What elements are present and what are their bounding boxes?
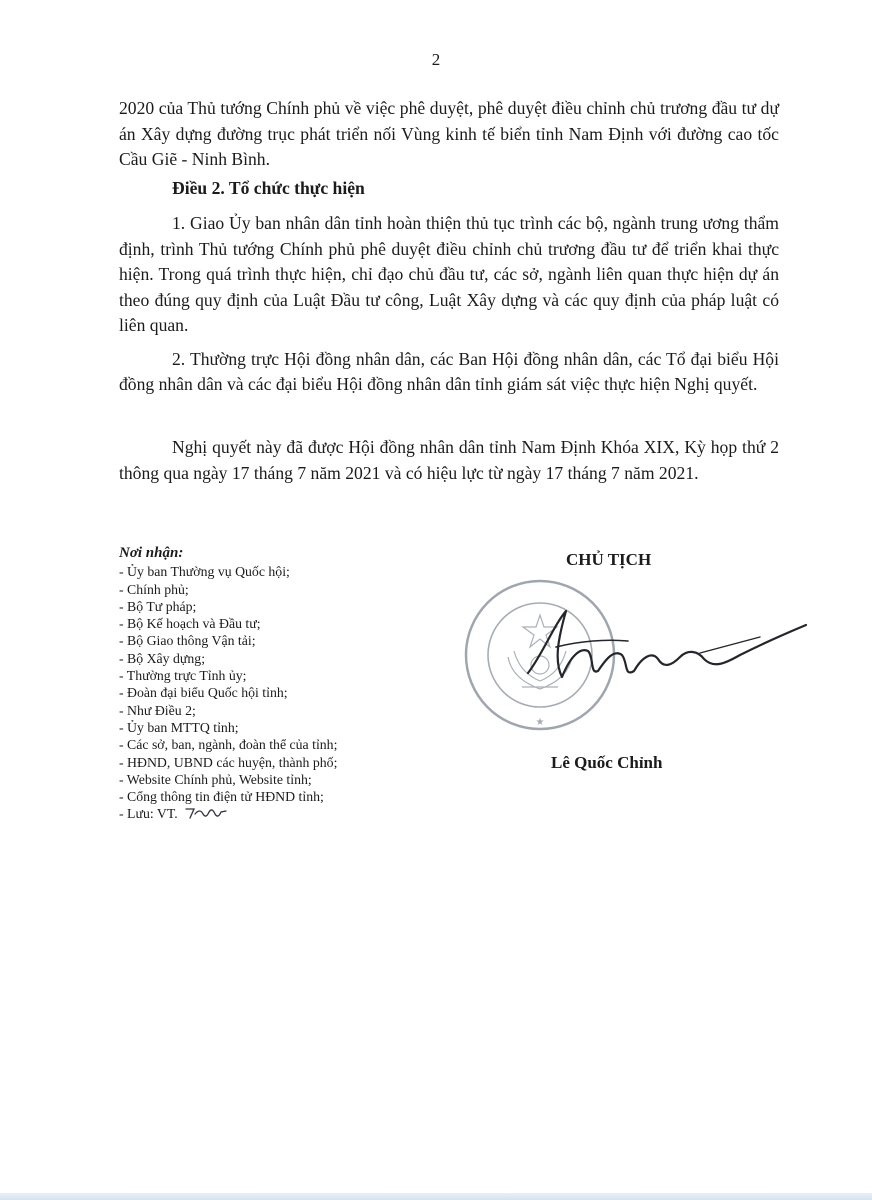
signature-block xyxy=(460,550,800,790)
recipient-item: - Đoàn đại biểu Quốc hội tỉnh; xyxy=(119,685,288,701)
handwritten-note-icon xyxy=(184,806,228,820)
signer-title: CHỦ TỊCH xyxy=(566,550,652,569)
recipient-archive-label: - Lưu: VT. xyxy=(119,806,178,822)
recipient-item: - Ủy ban MTTQ tỉnh; xyxy=(119,719,239,735)
recipient-list xyxy=(119,563,337,822)
recipient-item: - Bộ Giao thông Vận tải; xyxy=(119,633,256,649)
recipient-item: - Website Chính phủ, Website tỉnh; xyxy=(119,771,312,787)
recipient-item: - Cổng thông tin điện tử HĐND tỉnh; xyxy=(119,789,324,805)
recipient-item: - Bộ Tư pháp; xyxy=(119,598,197,614)
continuation-paragraph: 2020 của Thủ tướng Chính phủ về việc phê duyệt, phê duyệt điều chỉnh chủ trương đầu tư dự án Xây dựng đường trục phát triển nối Vùng kinh tế biển tỉnh Nam Định với đường cao tốc Cầu Giẽ - Ninh Bình. xyxy=(119,98,779,169)
recipient-item: - Thường trực Tỉnh ủy; xyxy=(119,668,247,684)
signer-name: Lê Quốc Chỉnh xyxy=(551,753,663,772)
article-2-clause-2: 2. Thường trực Hội đồng nhân dân, các Ban Hội đồng nhân dân, các Tổ đại biểu Hội đồng nhân dân và các đại biểu Hội đồng nhân dân tỉnh giám sát việc thực hiện Nghị quyết. xyxy=(119,348,779,394)
recipient-item: - HĐND, UBND các huyện, thành phố; xyxy=(119,754,338,770)
recipient-item: - Ủy ban Thường vụ Quốc hội; xyxy=(119,564,290,580)
recipients-title: Nơi nhận: xyxy=(119,545,184,561)
recipients-block xyxy=(119,545,337,823)
article-2-clause-1: 1. Giao Ủy ban nhân dân tỉnh hoàn thiện thủ tục trình các bộ, ngành trung ương thẩm định, trình Thủ tướng Chính phủ phê duyệt điều chỉnh chủ trương đầu tư để triển khai thực hiện. Trong quá trình thực hiện, chỉ đạo chủ đầu tư, các sở, ngành liên quan thực hiện dự án theo đúng quy định của Luật Đầu tư công, Luật Xây dựng và các quy định của pháp luật có liên quan. xyxy=(119,213,779,335)
page-number: 2 xyxy=(431,50,441,69)
recipient-item: - Bộ Xây dựng; xyxy=(119,650,206,666)
article-2-content xyxy=(119,211,779,398)
article-2-heading: Điều 2. Tổ chức thực hiện xyxy=(172,178,365,198)
scan-edge-shadow xyxy=(0,1193,872,1200)
recipient-item: - Các sở, ban, ngành, đoàn thể của tỉnh; xyxy=(119,737,338,753)
recipient-item: - Như Điều 2; xyxy=(119,702,196,718)
recipient-item xyxy=(119,805,337,822)
recipient-item: - Bộ Kế hoạch và Đầu tư; xyxy=(119,616,261,632)
svg-text:★: ★ xyxy=(535,717,545,728)
closing-paragraph xyxy=(119,435,779,486)
handwritten-signature-icon xyxy=(510,585,810,705)
recipient-item: - Chính phủ; xyxy=(119,581,189,597)
effectiveness-statement: Nghị quyết này đã được Hội đồng nhân dân tỉnh Nam Định Khóa XIX, Kỳ họp thứ 2 thông qua ngày 17 tháng 7 năm 2021 và có hiệu lực từ ngày 17 tháng 7 năm 2021. xyxy=(119,437,779,483)
